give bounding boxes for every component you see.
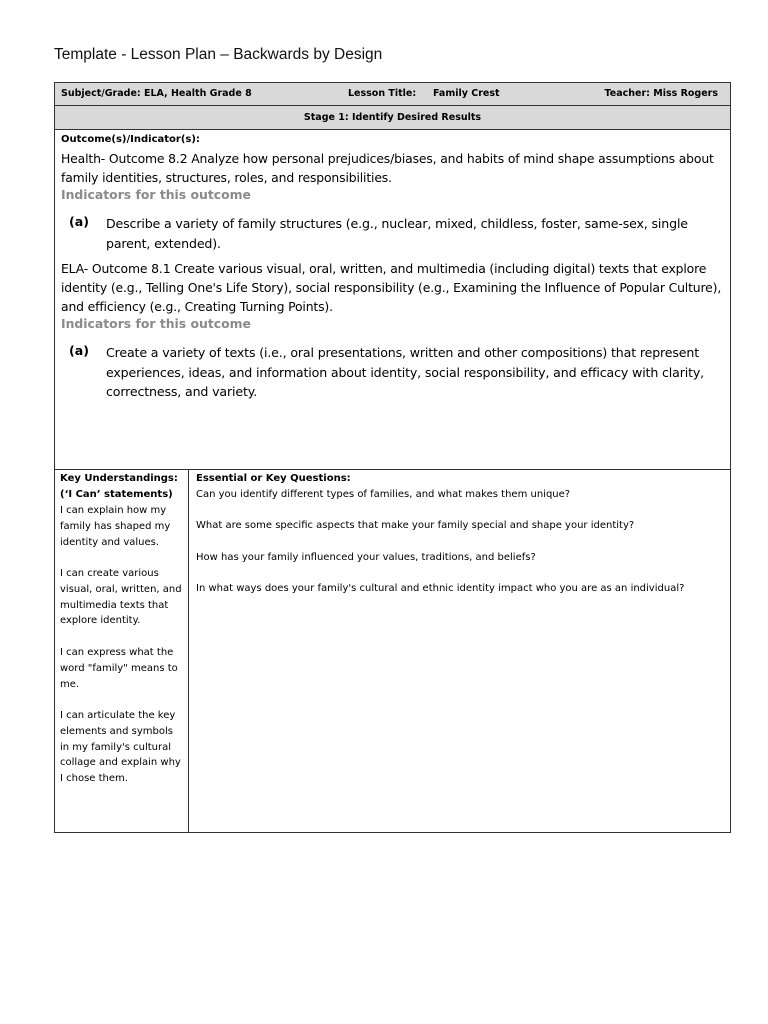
ela-indicator-letter: (a) [69, 343, 90, 358]
lesson-title-label: Lesson Title: [348, 88, 417, 99]
subject-grade: Subject/Grade: ELA, Health Grade 8 [61, 88, 252, 99]
health-outcome: Health- Outcome 8.2 Analyze how personal prejudices/biases, and habits of mind shape assumptions about family identities, structures, roles, and responsibilities. [61, 151, 714, 185]
health-indicator-text: Describe a variety of family structures (e.g., nuclear, mixed, childless, foster, same-sex, single parent, extended). [106, 216, 688, 251]
understanding-item: I can explain how my family has shaped my identity and values. [60, 505, 171, 548]
ela-outcome: ELA- Outcome 8.1 Create various visual, oral, written, and multimedia (including digital) texts that explore identity (e.g., Telling One's Life Story), social responsibility (e.g., Examining the Influence of Popular Culture), and efficiency (e.g., Creating Turning Points). [61, 261, 722, 314]
stage-heading: Stage 1: Identify Desired Results [55, 106, 730, 130]
understanding-item: I can express what the word "family" means to me. [60, 647, 178, 690]
question-item: How has your family influenced your values, traditions, and beliefs? [196, 552, 536, 563]
essential-questions-label: Essential or Key Questions: [196, 473, 351, 484]
understandings-questions-row [55, 470, 730, 832]
question-item: Can you identify different types of families, and what makes them unique? [196, 489, 571, 500]
page-title: Template - Lesson Plan – Backwards by Design [54, 46, 383, 63]
essential-questions-cell [189, 470, 730, 832]
question-item: What are some specific aspects that make your family special and shape your identity? [196, 520, 635, 531]
understanding-item: I can create various visual, oral, written, and multimedia texts that explore identity. [60, 568, 182, 627]
ela-indicator-text: Create a variety of texts (i.e., oral presentations, written and other compositions) that represent experiences, ideas, and information about identity, social responsibility, and efficacy with clarity, correctness, and variety. [106, 345, 705, 399]
ela-indicators-label: Indicators for this outcome [61, 316, 251, 331]
health-indicator-letter: (a) [69, 214, 90, 229]
teacher: Teacher: Miss Rogers [604, 88, 718, 99]
understanding-item: I can articulate the key elements and symbols in my family's cultural collage and explain why I chose them. [60, 710, 181, 785]
header-row [55, 83, 730, 106]
lesson-title-value: Family Crest [433, 88, 500, 99]
outcomes-section [55, 130, 730, 470]
question-item: In what ways does your family's cultural and ethnic identity impact who you are as an individual? [196, 583, 685, 594]
key-understandings-cell [55, 470, 189, 832]
outcomes-label: Outcome(s)/Indicator(s): [61, 134, 200, 145]
key-understandings-label: Key Understandings: (‘I Can’ statements) [60, 473, 178, 500]
lesson-plan-table [54, 82, 731, 833]
health-indicators-label: Indicators for this outcome [61, 187, 251, 202]
